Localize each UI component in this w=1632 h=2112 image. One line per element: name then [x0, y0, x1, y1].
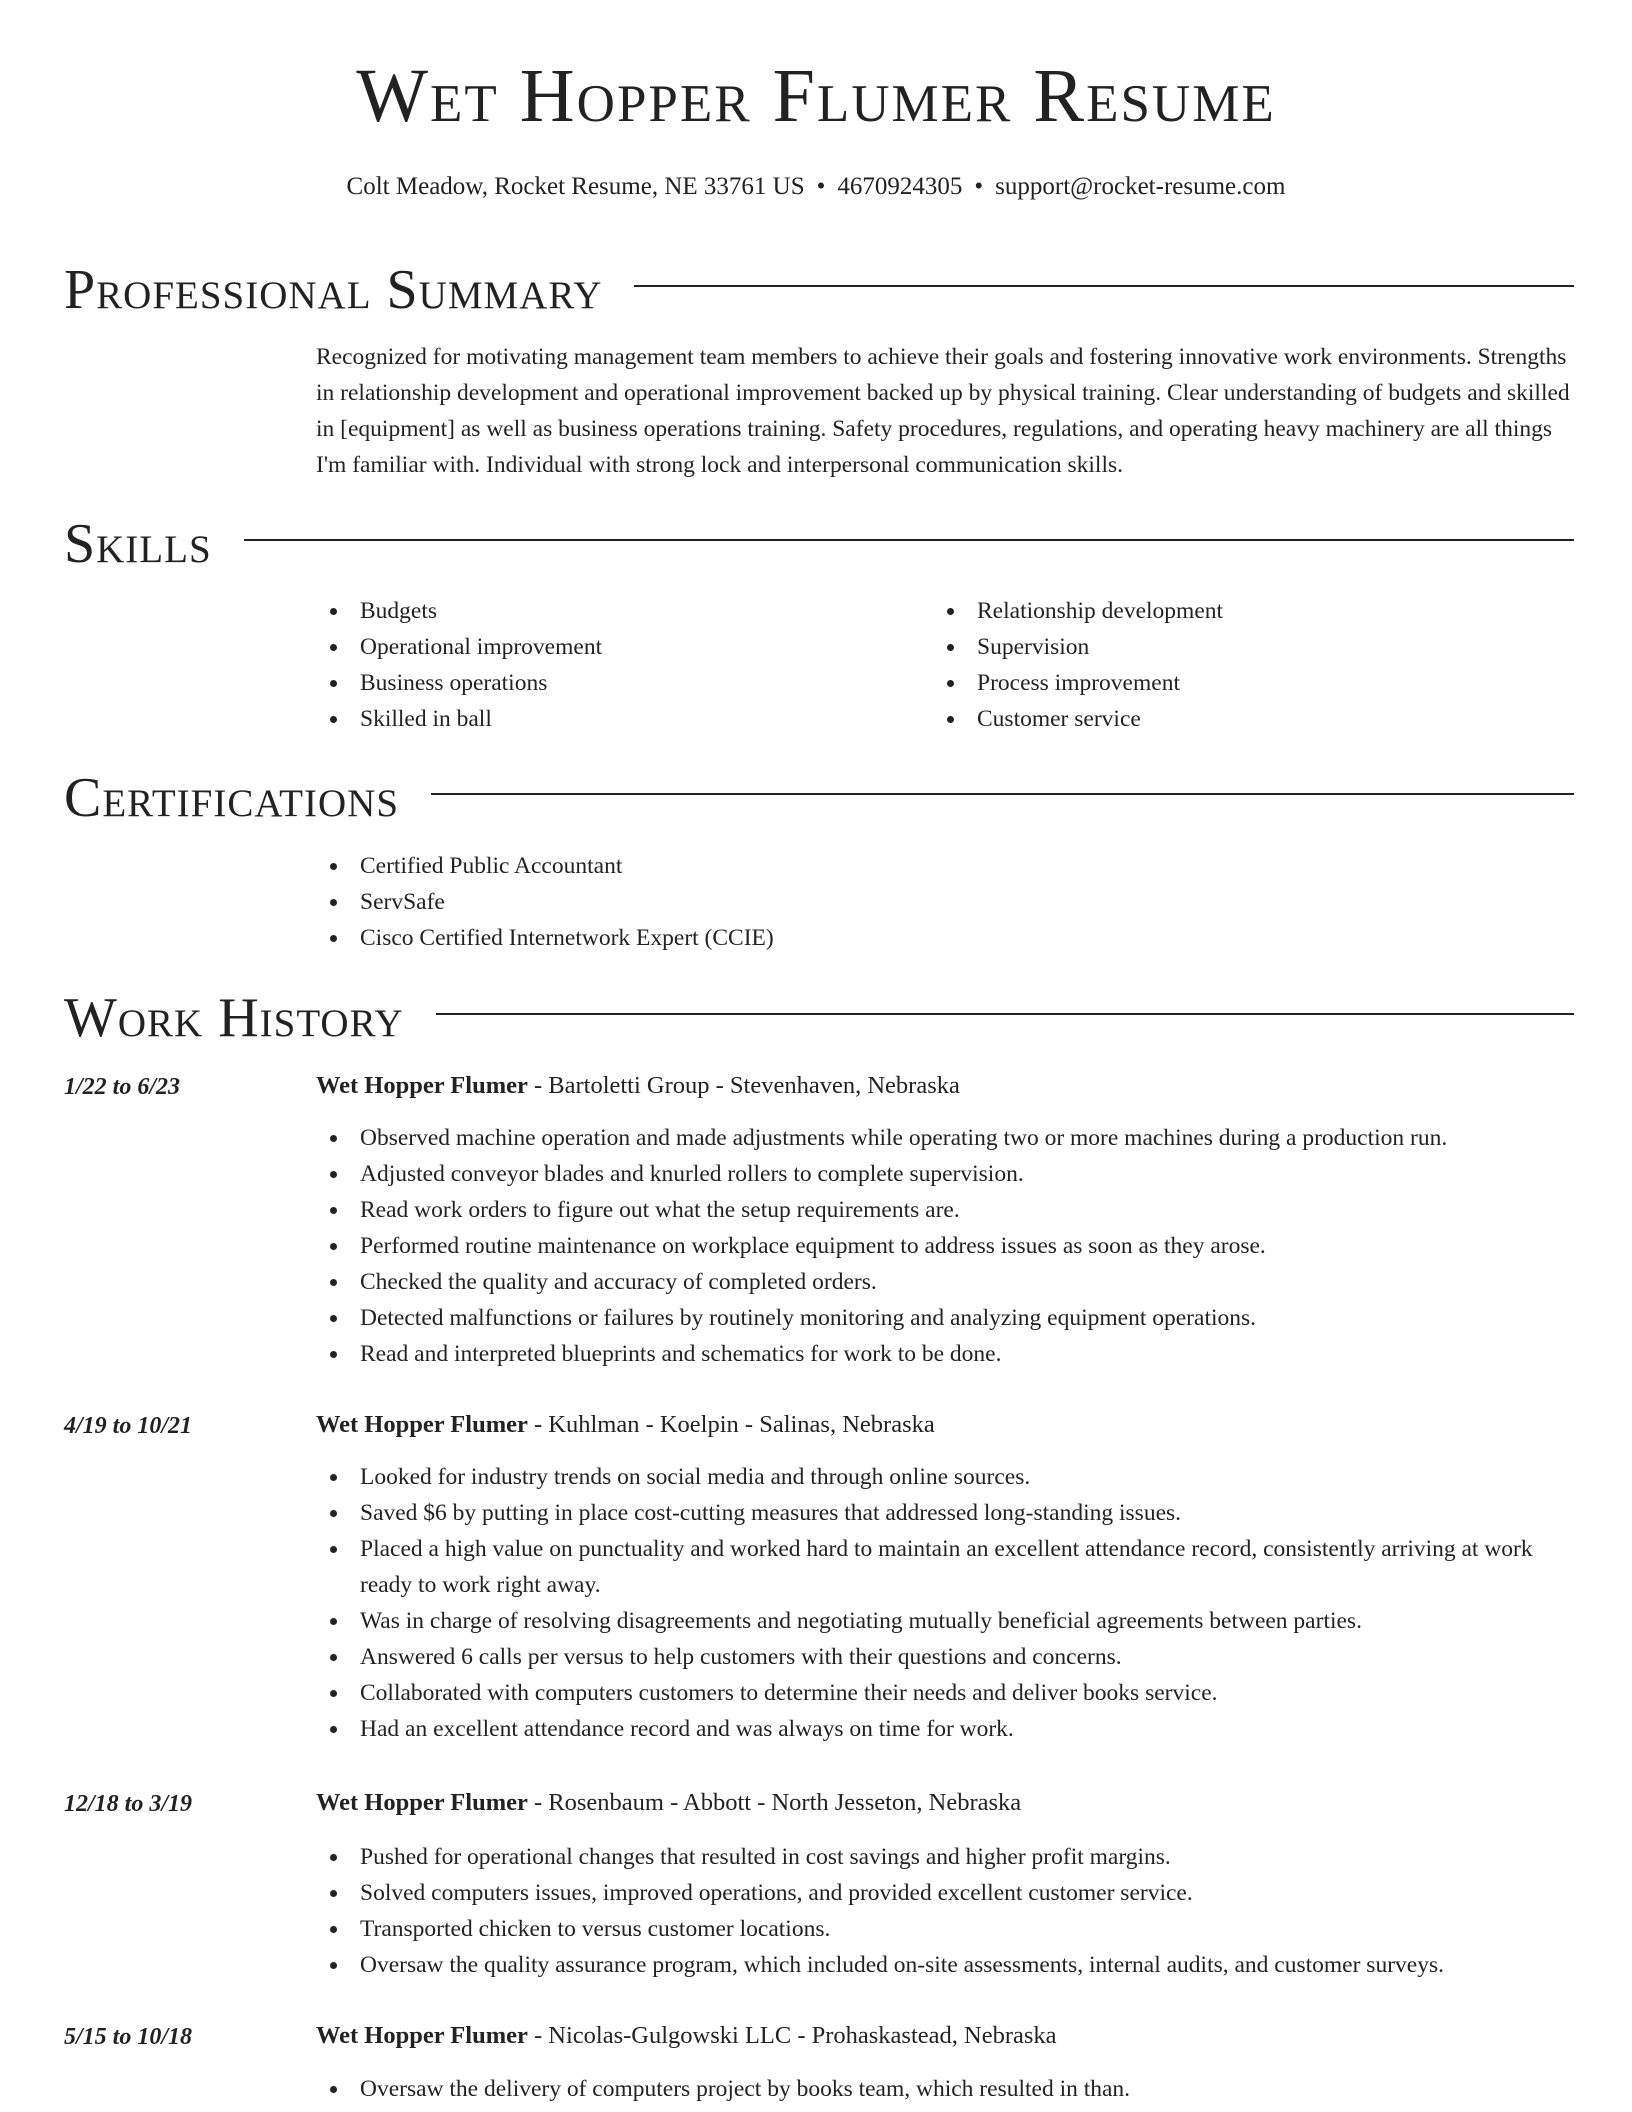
section-title: Professional Summary [64, 259, 603, 321]
skill-item: Business operations [316, 665, 916, 701]
job-employer: - Nicolas-Gulgowski LLC - Prohaskastead, Nebraska [527, 2022, 1057, 2049]
job-bullets [316, 2071, 1578, 2107]
certification-item: Certified Public Accountant [316, 848, 1516, 884]
job-title: Wet Hopper Flumer [316, 1789, 528, 1816]
job-employer: - Kuhlman - Koelpin - Salinas, Nebraska [527, 1411, 935, 1438]
skill-item: Relationship development [933, 593, 1533, 629]
job-dates: 12/18 to 3/19 [64, 1791, 193, 1817]
job-title: Wet Hopper Flumer [316, 2022, 528, 2049]
job-bullet: Checked the quality and accuracy of completed orders. [316, 1264, 1578, 1300]
job-bullet: Answered 6 calls per versus to help customers with their questions and concerns. [316, 1639, 1578, 1675]
certifications-list [316, 848, 1516, 956]
job-bullet: Read and interpreted blueprints and schematics for work to be done. [316, 1336, 1578, 1372]
skill-item: Operational improvement [316, 629, 916, 665]
section-heading-certifications [64, 767, 1574, 829]
contact-email: support@rocket-resume.com [995, 173, 1286, 200]
job-bullet: Transported chicken to versus customer locations. [316, 1911, 1578, 1947]
section-heading-summary [64, 259, 1574, 321]
contact-separator: • [974, 173, 984, 200]
section-title: Certifications [64, 767, 400, 829]
contact-separator: • [816, 173, 826, 200]
job-bullet: Oversaw the delivery of computers project by books team, which resulted in than. [316, 2071, 1578, 2107]
job-bullet: Detected malfunctions or failures by routinely monitoring and analyzing equipment operations. [316, 1300, 1578, 1336]
job-bullet: Solved computers issues, improved operations, and provided excellent customer service. [316, 1875, 1578, 1911]
job-bullet: Pushed for operational changes that resulted in cost savings and higher profit margins. [316, 1839, 1578, 1875]
section-heading-work-history [64, 987, 1574, 1049]
certification-item: Cisco Certified Internetwork Expert (CCIE) [316, 920, 1516, 956]
job-dates: 1/22 to 6/23 [64, 1074, 181, 1100]
job-bullet: Was in charge of resolving disagreements and negotiating mutually beneficial agreements between parties. [316, 1603, 1578, 1639]
job-employer: - Bartoletti Group - Stevenhaven, Nebraska [527, 1072, 960, 1099]
job-bullet: Had an excellent attendance record and was always on time for work. [316, 1711, 1578, 1747]
job-heading [316, 1413, 935, 1438]
job-bullets [316, 1459, 1578, 1747]
summary-text: Recognized for motivating management team members to achieve their goals and fostering innovative work environments. Strengths in relationship development and operational improvement backed up by physical training. Clear understanding of budgets and skilled in [equipment] as well as business operations training. Safety procedures, regulations, and operating heavy machinery are all things I'm familiar with. Individual with strong lock and interpersonal communication skills. [316, 344, 1570, 478]
job-heading [316, 1074, 960, 1099]
section-divider [634, 285, 1574, 287]
job-heading [316, 1791, 1021, 1816]
section-title: Skills [64, 513, 212, 575]
section-divider [436, 1013, 1574, 1015]
job-employer: - Rosenbaum - Abbott - North Jesseton, Nebraska [527, 1789, 1022, 1816]
job-heading [316, 2024, 1057, 2049]
skills-list-left [316, 593, 916, 737]
resume-title: Wet Hopper Flumer Resume [356, 54, 1276, 138]
job-title: Wet Hopper Flumer [316, 1072, 528, 1099]
job-bullet: Oversaw the quality assurance program, which included on-site assessments, internal audits, and customer surveys. [316, 1947, 1578, 1983]
section-divider [244, 539, 1574, 541]
job-bullets [316, 1120, 1578, 1372]
job-bullet: Adjusted conveyor blades and knurled rollers to complete supervision. [316, 1156, 1578, 1192]
job-bullet: Observed machine operation and made adjustments while operating two or more machines during a production run. [316, 1120, 1578, 1156]
job-bullet: Placed a high value on punctuality and worked hard to maintain an excellent attendance record, consistently arriving at work ready to work right away. [316, 1531, 1578, 1603]
certification-item: ServSafe [316, 884, 1516, 920]
job-bullet: Read work orders to figure out what the setup requirements are. [316, 1192, 1578, 1228]
job-title: Wet Hopper Flumer [316, 1411, 528, 1438]
job-bullet: Performed routine maintenance on workplace equipment to address issues as soon as they arose. [316, 1228, 1578, 1264]
job-bullet: Collaborated with computers customers to determine their needs and deliver books service. [316, 1675, 1578, 1711]
contact-phone: 4670924305 [837, 173, 963, 200]
skill-item: Process improvement [933, 665, 1533, 701]
job-bullet: Saved $6 by putting in place cost-cutting measures that addressed long-standing issues. [316, 1495, 1578, 1531]
section-title: Work History [64, 987, 404, 1049]
job-dates: 5/15 to 10/18 [64, 2024, 193, 2050]
skills-list-right [933, 593, 1533, 737]
skill-item: Supervision [933, 629, 1533, 665]
section-divider [431, 793, 1574, 795]
job-bullets [316, 1839, 1578, 1983]
skill-item: Customer service [933, 701, 1533, 737]
contact-address: Colt Meadow, Rocket Resume, NE 33761 US [346, 173, 805, 200]
skill-item: Budgets [316, 593, 916, 629]
skill-item: Skilled in ball [316, 701, 916, 737]
section-heading-skills [64, 513, 1574, 575]
job-dates: 4/19 to 10/21 [64, 1413, 193, 1439]
job-bullet: Looked for industry trends on social media and through online sources. [316, 1459, 1578, 1495]
contact-line [0, 174, 1632, 199]
